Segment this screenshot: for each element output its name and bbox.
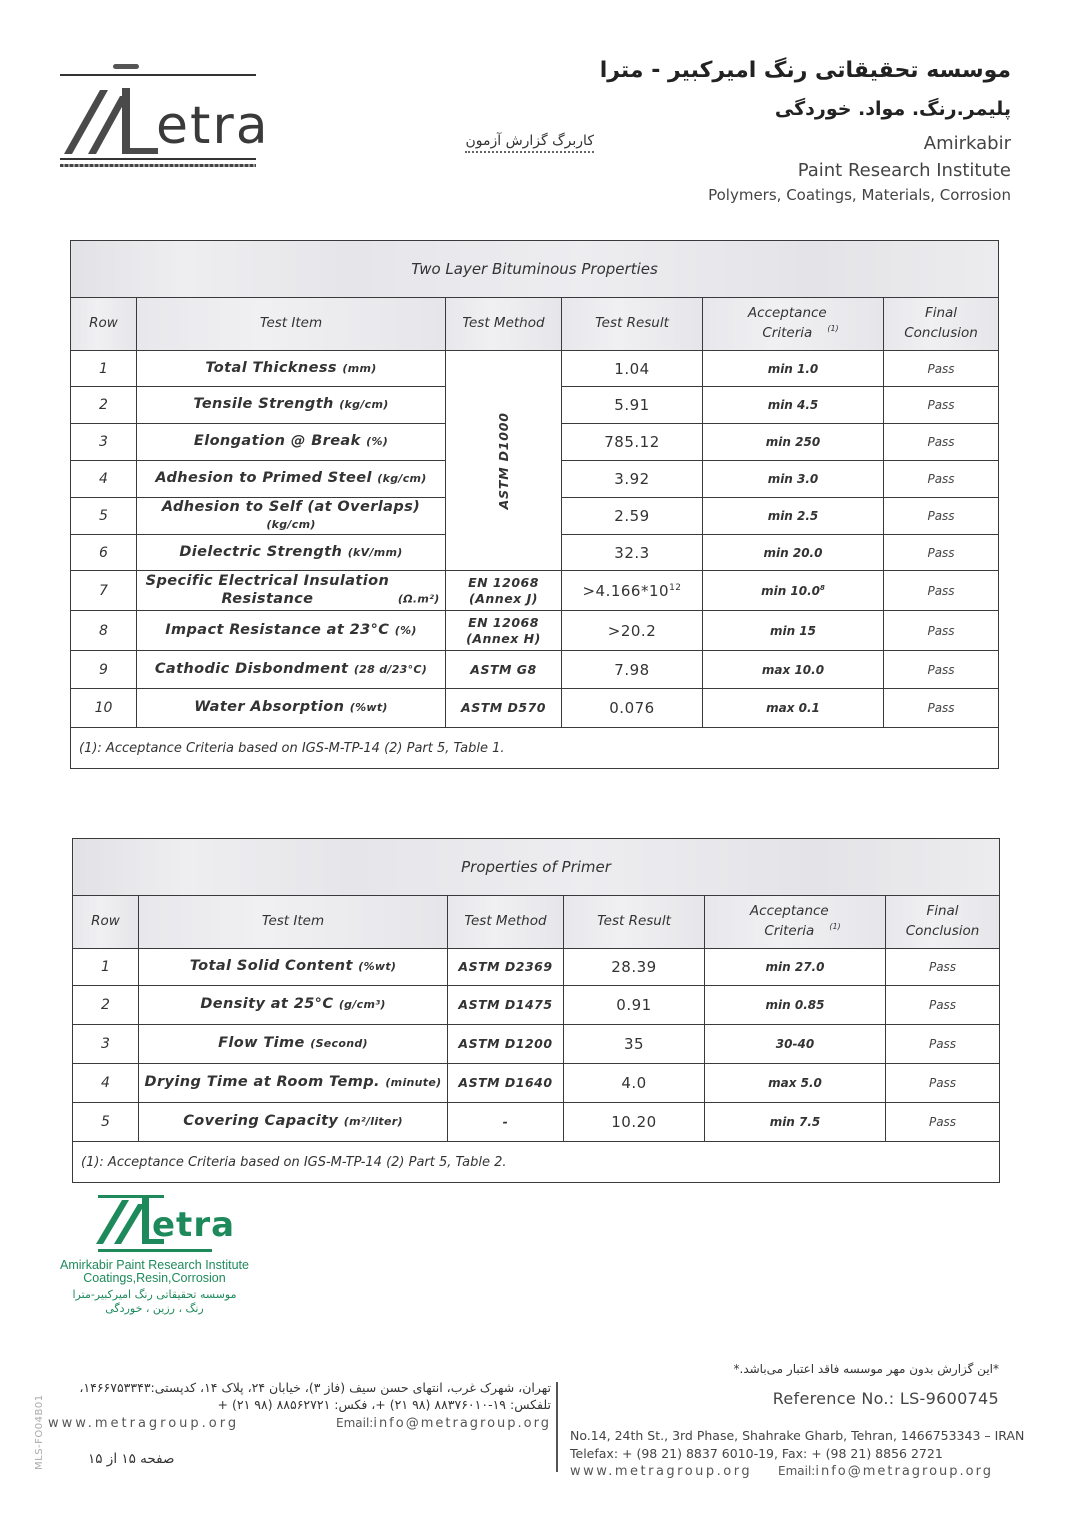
column-header-acceptance-criteria bbox=[705, 896, 886, 949]
test-method-line2: (Annex H) bbox=[466, 630, 541, 646]
logo-bottom-rule bbox=[60, 158, 256, 160]
footer-email-link-en[interactable]: info@metragroup.org bbox=[815, 1464, 994, 1479]
table-row bbox=[73, 949, 1000, 986]
reference-value: LS-9600745 bbox=[899, 1389, 999, 1408]
row-number: 3 bbox=[73, 1025, 139, 1064]
test-item-unit: (kg/cm) bbox=[266, 518, 316, 531]
test-method bbox=[446, 571, 562, 611]
test-item bbox=[137, 498, 446, 535]
test-result: 2.59 bbox=[562, 498, 703, 535]
test-item bbox=[137, 387, 446, 424]
test-item-unit: (28 d/23°C) bbox=[353, 662, 428, 676]
acceptance-criteria: min 20.0 bbox=[703, 535, 884, 571]
test-method-shared bbox=[446, 351, 562, 571]
test-item-label: Total Solid Content bbox=[189, 958, 353, 975]
test-result: 0.076 bbox=[562, 689, 703, 728]
institute-fields-en: Polymers, Coatings, Materials, Corrosion bbox=[708, 186, 1011, 204]
column-header-test-method: Test Method bbox=[448, 896, 564, 949]
table-footnote: (1): Acceptance Criteria based on IGS-M-TP-14 (2) Part 5, Table 1. bbox=[71, 728, 999, 769]
test-item bbox=[137, 535, 446, 571]
acceptance-criteria: min 250 bbox=[703, 424, 884, 461]
primer-properties-table bbox=[72, 838, 1000, 1183]
acceptance-criteria: max 10.0 bbox=[703, 651, 884, 689]
final-conclusion: Pass bbox=[884, 571, 999, 611]
form-title: کاربرگ گزارش آزمون bbox=[465, 133, 594, 153]
stamp-line-2: Coatings,Resin,Corrosion bbox=[83, 1271, 226, 1285]
test-item bbox=[139, 1025, 448, 1064]
column-header-test-method: Test Method bbox=[446, 298, 562, 351]
footer-website-link[interactable]: www.metragroup.org bbox=[48, 1416, 240, 1431]
test-item-label: Tensile Strength bbox=[193, 396, 334, 413]
test-method: ASTM G8 bbox=[446, 651, 562, 689]
test-item-label: Drying Time at Room Temp. bbox=[144, 1074, 380, 1091]
test-result: 1.04 bbox=[562, 351, 703, 387]
row-number: 5 bbox=[71, 498, 137, 535]
metra-logo bbox=[60, 58, 270, 173]
test-result: 10.20 bbox=[564, 1103, 705, 1142]
test-item bbox=[139, 949, 448, 986]
final-conclusion: Pass bbox=[884, 424, 999, 461]
test-item-unit: (kg/cm) bbox=[377, 472, 427, 486]
test-item-label: Covering Capacity bbox=[183, 1113, 339, 1130]
column-header-final-conclusion bbox=[884, 298, 999, 351]
table-row bbox=[73, 1103, 1000, 1142]
test-item-label: Adhesion to Primed Steel bbox=[155, 470, 372, 487]
test-item-unit: (%wt) bbox=[349, 701, 388, 715]
test-item-unit: (Ω.m²) bbox=[397, 592, 440, 606]
final-conclusion: Pass bbox=[884, 689, 999, 728]
test-item-unit: (mm) bbox=[342, 361, 377, 375]
footer-web-en bbox=[570, 1464, 994, 1479]
acceptance-criteria: min 0.85 bbox=[705, 986, 886, 1025]
acceptance-criteria: min 3.0 bbox=[703, 461, 884, 498]
table-row bbox=[73, 1064, 1000, 1103]
column-header-test-item: Test Item bbox=[137, 298, 446, 351]
test-item-unit: (%wt) bbox=[358, 960, 397, 974]
form-code: MLS-FO04B01 bbox=[34, 1394, 45, 1470]
stamp-wordmark: etra bbox=[152, 1205, 236, 1245]
test-item-label: Elongation @ Break bbox=[193, 433, 361, 450]
footer-email-en bbox=[778, 1464, 993, 1479]
column-header-final-conclusion bbox=[886, 896, 1000, 949]
footnote-marker: (1) bbox=[827, 324, 839, 334]
result-base: >4.166*10 bbox=[582, 581, 670, 600]
test-item-unit: (kg/cm) bbox=[339, 398, 389, 412]
final-conclusion: Pass bbox=[886, 986, 1000, 1025]
row-number: 1 bbox=[73, 949, 139, 986]
institute-name-en-1: Amirkabir bbox=[923, 133, 1011, 154]
footer-divider bbox=[556, 1382, 558, 1472]
stamp-line-4: رنگ ، رزین ، خوردگی bbox=[105, 1302, 204, 1315]
test-result: 32.3 bbox=[562, 535, 703, 571]
table-footnote: (1): Acceptance Criteria based on IGS-M-TP-14 (2) Part 5, Table 2. bbox=[73, 1142, 1000, 1183]
final-conclusion: Pass bbox=[886, 949, 1000, 986]
footer-email bbox=[336, 1416, 551, 1431]
test-item-unit: (%) bbox=[394, 623, 417, 637]
page-number: صفحه ۱۵ از ۱۵ bbox=[88, 1451, 175, 1467]
row-number: 8 bbox=[71, 611, 137, 651]
final-conclusion: Pass bbox=[884, 535, 999, 571]
test-item-label: Water Absorption bbox=[194, 699, 345, 716]
footer-contact-fa bbox=[48, 1380, 551, 1434]
row-number: 7 bbox=[71, 571, 137, 611]
acceptance-criteria: min 7.5 bbox=[705, 1103, 886, 1142]
bituminous-properties-table bbox=[70, 240, 999, 769]
acceptance-criteria: min 27.0 bbox=[705, 949, 886, 986]
table-row bbox=[73, 1025, 1000, 1064]
footer-email-link[interactable]: info@metragroup.org bbox=[373, 1416, 551, 1431]
final-conclusion: Pass bbox=[886, 1025, 1000, 1064]
footer-telefax-en: Telefax: + (98 21) 8837 6010-19, Fax: + (98 21) 8856 2721 bbox=[570, 1446, 943, 1461]
row-number: 10 bbox=[71, 689, 137, 728]
test-item bbox=[137, 689, 446, 728]
test-result bbox=[562, 571, 703, 611]
reference-number bbox=[773, 1389, 999, 1408]
test-result: 785.12 bbox=[562, 424, 703, 461]
test-method: ASTM D1640 bbox=[448, 1064, 564, 1103]
table-title: Two Layer Bituminous Properties bbox=[71, 241, 999, 298]
column-header-row: Row bbox=[73, 896, 139, 949]
table-header-row bbox=[71, 298, 999, 351]
table-row bbox=[73, 986, 1000, 1025]
criteria-header-label: Acceptance Criteria bbox=[747, 305, 827, 341]
test-result: >20.2 bbox=[562, 611, 703, 651]
row-number: 2 bbox=[73, 986, 139, 1025]
acceptance-criteria: 30-40 bbox=[705, 1025, 886, 1064]
test-item-label: Dielectric Strength bbox=[179, 543, 343, 560]
footnote-marker: (1) bbox=[829, 922, 841, 932]
institute-fields-fa: پلیمر.رنگ. مواد. خوردگی bbox=[774, 98, 1011, 120]
final-conclusion: Pass bbox=[884, 651, 999, 689]
footer-address-en: No.14, 24th St., 3rd Phase, Shahrake Gharb, Tehran, 1466753343 – IRAN bbox=[570, 1428, 1025, 1443]
test-result: 5.91 bbox=[562, 387, 703, 424]
test-item bbox=[139, 986, 448, 1025]
final-conclusion: Pass bbox=[884, 498, 999, 535]
stamp-line-3: موسسه تحقیقاتی رنگ امیرکبیر-مترا bbox=[72, 1288, 237, 1301]
conclusion-header-label: Final Conclusion bbox=[904, 305, 978, 341]
final-conclusion: Pass bbox=[884, 461, 999, 498]
row-number: 4 bbox=[71, 461, 137, 498]
test-item bbox=[137, 424, 446, 461]
test-item bbox=[137, 571, 446, 611]
stamp-rule-icon bbox=[152, 1249, 212, 1253]
test-method: ASTM D1475 bbox=[448, 986, 564, 1025]
criteria-exponent: 8 bbox=[820, 583, 825, 592]
table-row bbox=[71, 689, 999, 728]
email-label-en: Email: bbox=[778, 1464, 816, 1478]
acceptance-criteria: max 0.1 bbox=[703, 689, 884, 728]
conclusion-header-label: Final Conclusion bbox=[905, 903, 980, 939]
test-item-unit: (kV/mm) bbox=[347, 545, 403, 559]
test-method: ASTM D1200 bbox=[448, 1025, 564, 1064]
table-header-row bbox=[73, 896, 1000, 949]
logo-top-rule bbox=[60, 74, 256, 76]
row-number: 3 bbox=[71, 424, 137, 461]
test-item bbox=[139, 1064, 448, 1103]
test-method: ASTM D570 bbox=[446, 689, 562, 728]
test-method-line1: EN 12068 bbox=[468, 574, 539, 590]
column-header-test-item: Test Item bbox=[139, 896, 448, 949]
footer-address-fa: تهران، شهرک غرب، انتهای حسن سیف (فاز ۳)، خیابان ۲۴، پلاک ۱۴، کدپستی:۱۴۶۶۷۵۳۳۴۳، bbox=[79, 1380, 551, 1395]
test-item-label: Impact Resistance at 23°C bbox=[165, 621, 390, 638]
acceptance-criteria: max 5.0 bbox=[705, 1064, 886, 1103]
criteria-header-label: Acceptance Criteria bbox=[749, 903, 829, 939]
test-item bbox=[137, 611, 446, 651]
test-item-unit: (g/cm³) bbox=[338, 998, 386, 1012]
column-header-acceptance-criteria bbox=[703, 298, 884, 351]
table-row bbox=[71, 611, 999, 651]
table-row bbox=[71, 351, 999, 387]
test-item-label: Specific Electrical Insulation Resistance bbox=[145, 573, 390, 607]
acceptance-criteria: min 15 bbox=[703, 611, 884, 651]
test-item-unit: (Second) bbox=[310, 1037, 368, 1051]
test-item-unit: (%) bbox=[366, 435, 389, 449]
stamp-line-1: Amirkabir Paint Research Institute bbox=[60, 1258, 249, 1272]
test-result: 7.98 bbox=[562, 651, 703, 689]
test-item-unit: (minute) bbox=[385, 1076, 442, 1090]
column-header-test-result: Test Result bbox=[562, 298, 703, 351]
column-header-row: Row bbox=[71, 298, 137, 351]
table-row bbox=[71, 571, 999, 611]
test-result: 4.0 bbox=[564, 1064, 705, 1103]
logo-dotted-rule bbox=[60, 164, 256, 167]
test-item-label: Flow Time bbox=[218, 1035, 305, 1052]
row-number: 1 bbox=[71, 351, 137, 387]
test-item bbox=[139, 1103, 448, 1142]
logo-wordmark: etra bbox=[156, 96, 270, 156]
logo-m-mark-icon bbox=[62, 78, 162, 158]
footer-phone-fa: تلفکس: ۱۹-۸۸۳۷۶۰۱۰ (۹۸ ۲۱) +، فکس: ۸۸۵۶۲۷۲۱ (۹۸ ۲۱) + bbox=[217, 1396, 551, 1412]
test-method: ASTM D2369 bbox=[448, 949, 564, 986]
test-method bbox=[446, 611, 562, 651]
table-row bbox=[71, 651, 999, 689]
criteria-base: min 10.0 bbox=[761, 583, 821, 598]
acceptance-criteria: min 2.5 bbox=[703, 498, 884, 535]
test-result: 28.39 bbox=[564, 949, 705, 986]
row-number: 2 bbox=[71, 387, 137, 424]
test-result: 0.91 bbox=[564, 986, 705, 1025]
final-conclusion: Pass bbox=[886, 1103, 1000, 1142]
final-conclusion: Pass bbox=[884, 611, 999, 651]
test-item-label: Density at 25°C bbox=[200, 996, 334, 1013]
final-conclusion: Pass bbox=[884, 351, 999, 387]
column-header-test-result: Test Result bbox=[564, 896, 705, 949]
test-result: 35 bbox=[564, 1025, 705, 1064]
logo-cap-bar bbox=[113, 64, 139, 69]
row-number: 5 bbox=[73, 1103, 139, 1142]
final-conclusion: Pass bbox=[884, 387, 999, 424]
shared-method-label: ASTM D1000 bbox=[495, 411, 511, 510]
test-method-line2: (Annex J) bbox=[469, 590, 538, 606]
acceptance-criteria bbox=[703, 571, 884, 611]
test-item bbox=[137, 461, 446, 498]
final-conclusion: Pass bbox=[886, 1064, 1000, 1103]
test-item-label: Cathodic Disbondment bbox=[154, 660, 349, 677]
row-number: 6 bbox=[71, 535, 137, 571]
institute-name-en-2: Paint Research Institute bbox=[797, 160, 1011, 181]
acceptance-criteria: min 4.5 bbox=[703, 387, 884, 424]
footer-website-link-en[interactable]: www.metragroup.org bbox=[570, 1464, 753, 1479]
row-number: 9 bbox=[71, 651, 137, 689]
test-item-label: Adhesion to Self (at Overlaps) bbox=[161, 498, 421, 515]
test-item-unit: (m²/liter) bbox=[343, 1115, 403, 1129]
test-method: - bbox=[448, 1103, 564, 1142]
table-title: Properties of Primer bbox=[73, 839, 1000, 896]
email-label: Email: bbox=[335, 1416, 374, 1430]
test-item-label: Total Thickness bbox=[205, 359, 337, 376]
institute-name-fa: موسسه تحقیقاتی رنگ امیرکبیر - مترا bbox=[599, 58, 1011, 83]
test-item bbox=[137, 651, 446, 689]
test-item bbox=[137, 351, 446, 387]
row-number: 4 bbox=[73, 1064, 139, 1103]
test-result: 3.92 bbox=[562, 461, 703, 498]
test-method-line1: EN 12068 bbox=[468, 614, 539, 630]
acceptance-criteria: min 1.0 bbox=[703, 351, 884, 387]
reference-label: Reference No.: bbox=[772, 1389, 895, 1408]
validity-disclaimer: *این گزارش بدون مهر موسسه فاقد اعتبار می‌باشد.* bbox=[733, 1362, 999, 1376]
result-exponent: 12 bbox=[669, 582, 682, 593]
